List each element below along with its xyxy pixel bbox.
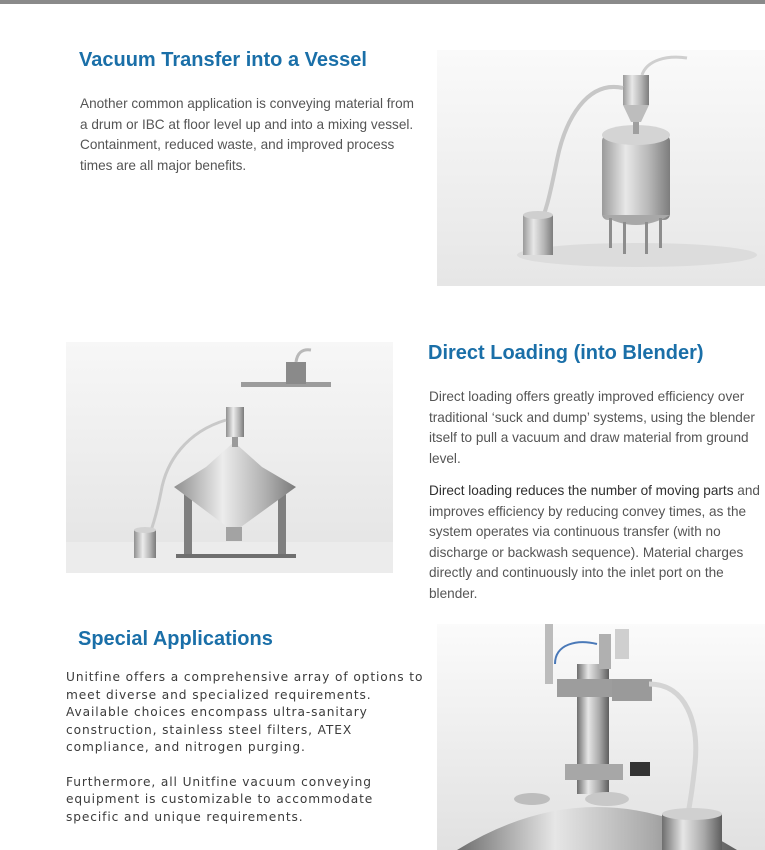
section-body-vacuum-transfer xyxy=(80,94,425,176)
section-title-vacuum-transfer: Vacuum Transfer into a Vessel xyxy=(79,49,367,71)
top-rule xyxy=(0,0,765,4)
sanitary-equipment-image xyxy=(437,624,765,850)
direct-loading-paragraph-2-lead: Direct loading reduces the number of moving parts xyxy=(429,483,734,498)
blender-loading-image xyxy=(66,342,393,573)
section-body-special-applications xyxy=(66,669,431,826)
section-title-direct-loading: Direct Loading (into Blender) xyxy=(428,342,704,364)
direct-loading-paragraph-1: Direct loading offers greatly improved efficiency over traditional ‘suck and dump’ systems, using the blender itself to pull a vacuum and draw material from ground level. xyxy=(429,389,755,466)
special-applications-paragraph-1: Unitfine offers a comprehensive array of options to meet diverse and specialized requirements. Available choices encompass ultra-sanitary construction, stainless steel filters, ATEX compliance, and nitrogen purging. xyxy=(66,670,424,754)
vessel-transfer-image xyxy=(437,50,765,286)
vacuum-transfer-paragraph: Another common application is conveying material from a drum or IBC at floor level up and into a mixing vessel. Containment, reduced waste, and improved process times are all major benefits. xyxy=(80,96,414,173)
section-title-special-applications: Special Applications xyxy=(78,628,273,650)
direct-loading-paragraph-2-rest: and improves efficiency by reducing convey times, as the system operates via continuous transfer (with no discharge or backwash sequence). Material charges directly and continuously into the inlet port on the blender. xyxy=(429,483,760,601)
section-body-direct-loading xyxy=(429,387,765,604)
direct-loading-paragraph-2 xyxy=(429,481,765,604)
special-applications-paragraph-2: Furthermore, all Unitfine vacuum conveying equipment is customizable to accommodate specific and unique requirements. xyxy=(66,774,374,824)
